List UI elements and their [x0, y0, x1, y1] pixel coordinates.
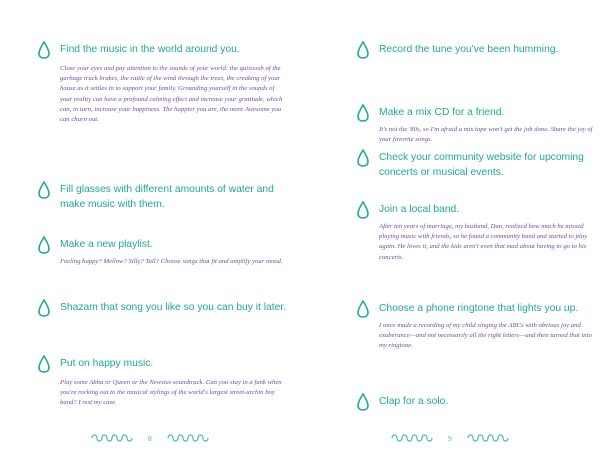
tip-title: Make a mix CD for a friend. — [379, 107, 505, 118]
water-drop-icon — [357, 300, 369, 318]
tip-item — [357, 394, 595, 409]
water-drop-icon — [38, 181, 50, 199]
swirl-ornament-icon — [90, 432, 134, 444]
tip-title: Join a local band. — [379, 204, 460, 215]
page-footer — [90, 431, 210, 445]
water-drop-icon — [357, 104, 369, 122]
tip-title: Find the music in the world around you. — [60, 44, 240, 55]
page-number: 9 — [448, 433, 452, 443]
tip-item — [38, 237, 288, 267]
tip-item — [357, 42, 595, 57]
tip-item — [38, 300, 288, 315]
water-drop-icon — [38, 299, 50, 317]
tip-title: Check your community website for upcoming concerts or musical events. — [379, 152, 584, 178]
tip-description: Feeling happy? Mellow? Silly? Tall? Choose songs that fit and amplify your mood. — [60, 258, 283, 265]
swirl-ornament-icon — [466, 432, 510, 444]
tip-item — [357, 301, 595, 352]
tip-item — [38, 182, 288, 212]
tip-title: Fill glasses with different amounts of water and make music with them. — [60, 184, 274, 210]
water-drop-icon — [38, 355, 50, 373]
tip-item — [357, 150, 595, 180]
swirl-ornament-icon — [166, 432, 210, 444]
tip-description: After ten years of marriage, my husband, Dan, realized how much he missed playing music with friends, so he found a community band and started to play again. He loves it, and the kids aren't even that mad about having to go to his concerts. — [379, 223, 588, 261]
tip-title: Shazam that song you like so you can buy it later. — [60, 302, 287, 313]
tip-title: Record the tune you've been humming. — [379, 44, 559, 55]
tip-title: Clap for a solo. — [379, 396, 449, 407]
page-footer — [390, 431, 510, 445]
tip-title: Put on happy music. — [60, 358, 154, 369]
water-drop-icon — [357, 41, 369, 59]
tip-item — [357, 202, 595, 263]
water-drop-icon — [357, 393, 369, 411]
swirl-ornament-icon — [390, 432, 434, 444]
tip-description: It's not the '80s, so I'm afraid a mix tape won't get the job done. Share the joy of your favorite songs. — [379, 126, 593, 144]
tip-description: I once made a recording of my child singing the ABCs with obvious joy and exuberance—and not necessarily all the right letters—and then turned that into my ringtone. — [379, 322, 592, 350]
tip-item — [38, 356, 288, 409]
tip-item — [357, 105, 595, 145]
right-page — [300, 0, 600, 464]
tip-description: Close your eyes and pay attention to the sounds of your world: the quiissssh of the garbage truck brakes, the rattle of the wind through the trees, the creaking of your house as it settles in to support your family. Grounding yourself in the sounds of your reality can have a profound calming effect and increase your gratitude, which can, in turn, increase your happiness. The happier you are, the more Awesome you can churn out. — [60, 65, 283, 124]
water-drop-icon — [357, 201, 369, 219]
water-drop-icon — [357, 149, 369, 167]
tip-title: Choose a phone ringtone that lights you up. — [379, 303, 579, 314]
water-drop-icon — [38, 41, 50, 59]
tip-title: Make a new playlist. — [60, 239, 153, 250]
page-number: 8 — [148, 433, 152, 443]
water-drop-icon — [38, 236, 50, 254]
tip-description: Play some Abba or Queen or the Newsies soundtrack. Can you stay in a funk when you're rocking out to the musical stylings of the world's largest street-urchin boy band? I rest my case. — [60, 379, 282, 407]
tip-item — [38, 42, 288, 125]
